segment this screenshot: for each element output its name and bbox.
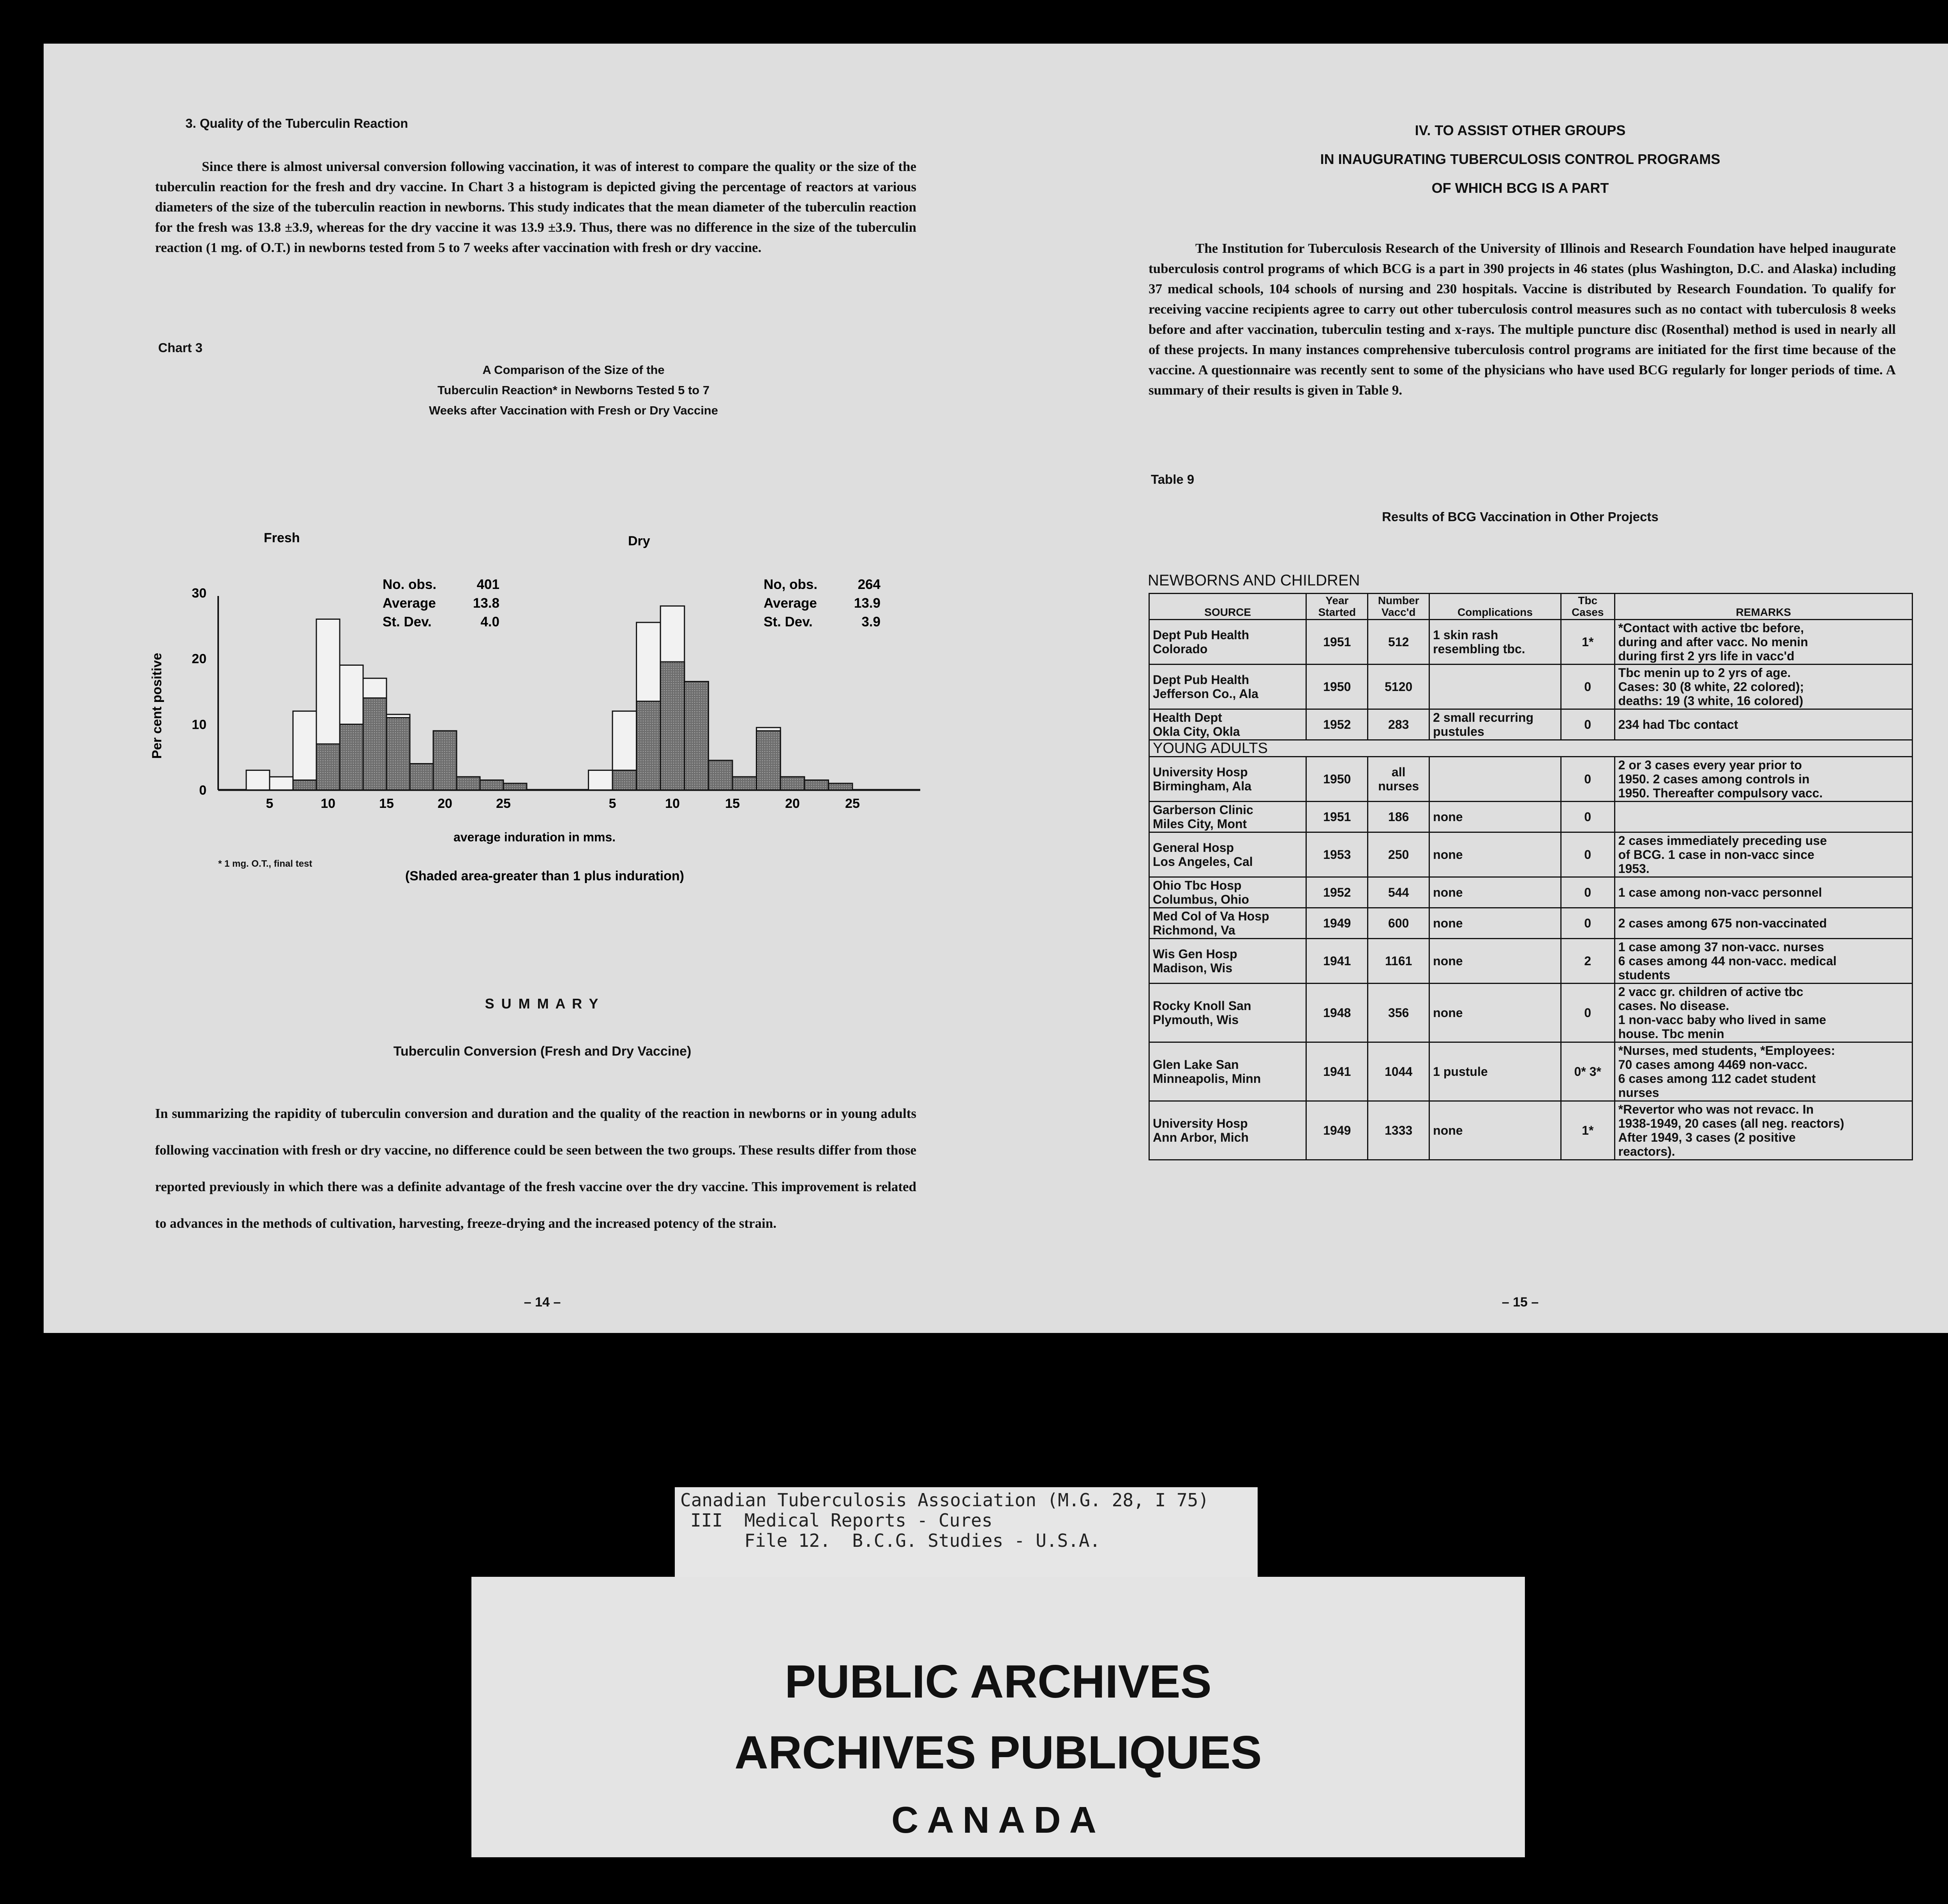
right-page [1037,44,1948,1333]
stats-label: No. obs. [383,577,437,592]
summary-subheading: Tuberculin Conversion (Fresh and Dry Vaccine) [393,1044,692,1059]
cell-remarks-line: during first 2 yrs life in vacc'd [1618,649,1794,663]
cell-remarks-line: during and after vacc. No menin [1618,635,1808,649]
cell-number: 1044 [1368,1042,1429,1101]
histogram-bar-total [293,711,316,790]
cell-cases: 2 [1561,939,1615,984]
table-group-label: NEWBORNS AND CHILDREN [1148,572,1360,589]
file-label-line-3: File 12. B.C.G. Studies - U.S.A. [690,1530,1101,1551]
cell-year: 1953 [1306,832,1368,877]
cell-cases: 0 [1561,665,1615,709]
table-row [1149,757,1913,802]
cell-year: 1941 [1306,1042,1368,1101]
section-iv-heading-line-3: OF WHICH BCG IS A PART [1431,180,1609,196]
histogram-bar-total [588,770,612,790]
histogram-bar-shaded [316,744,340,790]
cell-remarks-line: of BCG. 1 case in non-vacc since [1618,848,1814,862]
cell-remarks [1615,709,1912,740]
cell-number: 544 [1368,877,1429,908]
cell-complications-line: 1 pustule [1433,1065,1488,1079]
quality-paragraph-text: Since there is almost universal conversion following vaccination, it was of interest to compare the quality or the size of the tuberculin reaction for the fresh and dry vaccine. In Chart 3 a histogram is depicted giving the percentage of reactors at various diameters of the size of the tuberculin reaction in newborns. This study indicates that the mean diameter of the tuberculin reaction for the fresh was 13.8 ±3.9, whereas for the dry vaccine it was 13.9 ±3.9. Thus, there was no difference in the size of the tuberculin reaction (1 mg. of O.T.) in newborns tested from 5 to 7 weeks after vaccination with fresh or dry vaccine. [155,159,916,255]
table-row [1149,1101,1913,1160]
cell-source [1149,1101,1306,1160]
cell-complications-line: 2 small recurring [1433,710,1534,725]
histogram-bar-total [270,777,293,790]
cell-cases: 0 [1561,757,1615,802]
cell-complications-line: none [1433,810,1463,824]
cell-year: 1952 [1306,709,1368,740]
x-tick-label: 5 [609,796,616,811]
cell-remarks [1615,1101,1912,1160]
histogram-bar-shaded [612,770,637,790]
cell-year: 1951 [1306,802,1368,832]
summary-paragraph-text: In summarizing the rapidity of tuberculin conversion and duration and the quality of the reaction in newborns or in young adults following vaccination with fresh or dry vaccine, no difference could be seen between the two groups. These results differ from those reported previously in which there was a definite advantage of the fresh vaccine over the dry vaccine. This improvement is related to advances in the methods of cultivation, harvesting, freeze-drying and the increased potency of the strain. [155,1106,916,1231]
cell-remarks-line: nurses [1618,1086,1659,1100]
cell-source [1149,832,1306,877]
cell-remarks [1615,757,1912,802]
header-remarks: REMARKS [1615,594,1912,620]
histogram-bar-shaded [708,760,732,790]
cell-remarks-line: cases. No disease. [1618,999,1729,1013]
page-number-left: – 14 – [524,1295,561,1310]
cell-remarks-line: 1950. Thereafter compulsory vacc. [1618,786,1823,800]
x-tick-label: 15 [379,796,394,811]
table-row [1149,877,1913,908]
cell-year: 1948 [1306,984,1368,1042]
stats-value: 13.9 [854,596,880,611]
histogram-bar-shaded [685,682,709,790]
cell-source-line: Dept Pub Health [1153,673,1249,687]
cell-number: 512 [1368,620,1429,665]
cell-source-line: Madison, Wis [1153,961,1233,975]
table-row [1149,908,1913,939]
stats-value: 264 [858,577,880,592]
header-source: SOURCE [1149,594,1306,620]
cell-cases: 0 [1561,832,1615,877]
section-iv-heading-line-1: IV. TO ASSIST OTHER GROUPS [1415,122,1626,138]
cell-complications [1429,939,1561,984]
quality-paragraph [155,157,916,258]
histogram-bar-shaded [637,701,661,790]
cell-complications-line: none [1433,916,1463,930]
x-tick-label: 15 [725,796,740,811]
cell-source-line: Richmond, Va [1153,923,1235,937]
archives-stamp [471,1577,1525,1857]
header-complications: Complications [1429,594,1561,620]
stats-value: 4.0 [480,614,499,629]
cell-remarks-line: *Contact with active tbc before, [1618,621,1804,635]
cell-remarks-line: 1953. [1618,862,1650,876]
cell-remarks-line: 1 non-vacc baby who lived in same [1618,1013,1826,1027]
cell-complications [1429,757,1561,802]
cell-source-line: Health Dept [1153,710,1222,725]
cell-source [1149,984,1306,1042]
left-page [44,44,1041,1333]
cell-remarks-line: deaths: 19 (3 white, 16 colored) [1618,694,1803,708]
cell-remarks-line: 234 had Tbc contact [1618,718,1738,732]
cell-remarks-line: house. Tbc menin [1618,1027,1724,1041]
cell-source-line: Rocky Knoll San [1153,999,1251,1013]
cell-source-line: Birmingham, Ala [1153,779,1252,793]
x-tick-label: 25 [845,796,860,811]
cell-remarks-line: 1 case among 37 non-vacc. nurses [1618,940,1824,954]
cell-cases: 0 [1561,877,1615,908]
histogram-bar-shaded [503,783,527,790]
stamp-line-3: CANADA [891,1799,1105,1841]
cell-cases: 0 [1561,802,1615,832]
cell-source-line: Glen Lake San [1153,1058,1239,1072]
cell-source-line: General Hosp [1153,841,1234,855]
cell-remarks-line: 2 cases among 675 non-vaccinated [1618,916,1827,930]
histogram-bar-shaded [828,783,852,790]
chart-title [246,360,901,421]
cell-complications-line: none [1433,885,1463,899]
cell-remarks-line: *Nurses, med students, *Employees: [1618,1044,1835,1058]
histogram-bar-shaded [660,662,685,790]
table-label: Table 9 [1151,472,1195,487]
cell-remarks-line: 6 cases among 112 cadet student [1618,1072,1816,1086]
stats-value: 13.8 [473,596,499,611]
cell-number: 1161 [1368,939,1429,984]
table-section-row [1149,740,1913,757]
section-iv-heading-line-2: IN INAUGURATING TUBERCULOSIS CONTROL PROGRAMS [1320,151,1720,167]
cell-number: 600 [1368,908,1429,939]
cell-complications-line: none [1433,1006,1463,1020]
y-tick-label: 30 [192,586,206,601]
x-tick-label: 20 [785,796,800,811]
panel-label-fresh: Fresh [264,531,300,545]
cell-source [1149,939,1306,984]
stats-value: 401 [476,577,499,592]
cell-source-line: University Hosp [1153,765,1248,779]
cell-source-line: Jefferson Co., Ala [1153,687,1258,701]
table-row [1149,939,1913,984]
stats-label: No, obs. [764,577,818,592]
stamp-line-1: PUBLIC ARCHIVES [785,1655,1212,1708]
cell-complications [1429,1101,1561,1160]
table-row [1149,984,1913,1042]
cell-remarks [1615,877,1912,908]
cell-complications [1429,984,1561,1042]
cell-source-line: Ann Arbor, Mich [1153,1130,1249,1144]
cell-remarks [1615,802,1912,832]
table-row [1149,1042,1913,1101]
results-table [1149,593,1913,1160]
cell-remarks [1615,620,1912,665]
cell-remarks-line: reactors). [1618,1144,1675,1158]
cell-remarks-line: Cases: 30 (8 white, 22 colored); [1618,680,1804,694]
histogram-bar-shaded [780,777,805,790]
x-axis-label: average induration in mms. [453,830,616,844]
histogram-bar-shaded [340,724,363,790]
table-row [1149,709,1913,740]
cell-source-line: University Hosp [1153,1116,1248,1130]
histogram-bar-shaded [457,777,480,790]
cell-complications-line: none [1433,848,1463,862]
cell-remarks-line: 2 or 3 cases every year prior to [1618,758,1802,772]
cell-complications [1429,1042,1561,1101]
cell-source-line: Okla City, Okla [1153,725,1240,739]
cell-year: 1949 [1306,1101,1368,1160]
cell-cases: 0 [1561,984,1615,1042]
cell-remarks-line: students [1618,968,1670,982]
histogram-bar-shaded [805,780,829,790]
cell-year: 1950 [1306,665,1368,709]
cell-source-line: Columbus, Ohio [1153,892,1249,906]
histogram-bar-total [246,770,270,790]
page-number-right: – 15 – [1502,1295,1539,1310]
histogram-bar-shaded [410,764,433,790]
cell-remarks-line: Tbc menin up to 2 yrs of age. [1618,666,1791,680]
cell-year: 1949 [1306,908,1368,939]
y-tick-label: 0 [199,783,206,798]
histogram-bar-shaded [480,780,503,790]
cell-number: all nurses [1368,757,1429,802]
cell-source-line: Med Col of Va Hosp [1153,909,1269,923]
file-label-line-2: III Medical Reports - Cures [690,1510,993,1531]
cell-number: 356 [1368,984,1429,1042]
cell-source [1149,665,1306,709]
cell-complications [1429,832,1561,877]
panel-label-dry: Dry [628,534,650,548]
cell-complications [1429,908,1561,939]
stats-value: 3.9 [861,614,880,629]
cell-source-line: Minneapolis, Minn [1153,1072,1261,1086]
cell-source-line: Los Angeles, Cal [1153,855,1253,869]
chart-title-line-1: A Comparison of the Size of the [482,363,665,377]
stamp-line-2: ARCHIVES PUBLIQUES [734,1726,1262,1779]
cell-remarks-line: 6 cases among 44 non-vacc. medical [1618,954,1837,968]
cell-year: 1952 [1306,877,1368,908]
histogram-bar-shaded [386,718,410,790]
cell-remarks [1615,832,1912,877]
cell-remarks-line: 2 vacc gr. children of active tbc [1618,985,1803,999]
shading-note: (Shaded area-greater than 1 plus induration) [405,869,685,883]
cell-remarks-line: 1 case among non-vacc personnel [1618,885,1822,899]
cell-complications-line: none [1433,954,1463,968]
y-tick-label: 10 [192,717,206,732]
stats-label: Average [764,596,817,611]
cell-cases: 0 [1561,709,1615,740]
cell-source [1149,1042,1306,1101]
cell-remarks-line: 1950. 2 cases among controls in [1618,772,1810,786]
cell-remarks [1615,1042,1912,1101]
cell-source [1149,877,1306,908]
table-title: Results of BCG Vaccination in Other Projects [1382,509,1659,524]
cell-remarks-line: 1938-1949, 20 cases (all neg. reactors) [1618,1116,1844,1130]
cell-source [1149,620,1306,665]
header-cases: Tbc Cases [1561,594,1615,620]
cell-remarks [1615,908,1912,939]
header-number: Number Vacc'd [1368,594,1429,620]
histogram-bar-shaded [433,731,457,790]
table-header-row [1149,594,1913,620]
section-iv-heading [1037,116,1948,203]
cell-number: 250 [1368,832,1429,877]
x-tick-label: 10 [665,796,680,811]
summary-heading: S U M M A R Y [485,996,600,1012]
cell-number: 5120 [1368,665,1429,709]
cell-complications [1429,620,1561,665]
cell-source-line: Ohio Tbc Hosp [1153,878,1242,892]
stats-label: St. Dev. [764,614,813,629]
x-tick-label: 10 [321,796,335,811]
table-row [1149,665,1913,709]
cell-complications [1429,709,1561,740]
cell-complications-line: none [1433,1123,1463,1137]
footnote: * 1 mg. O.T., final test [218,859,312,869]
cell-remarks-line: *Revertor who was not revacc. In [1618,1102,1814,1116]
histogram-bar-shaded [757,731,781,790]
section-iv-paragraph [1149,238,1896,400]
table-section-label: YOUNG ADULTS [1149,740,1913,757]
cell-source-line: Garberson Clinic [1153,803,1253,817]
table-row [1149,832,1913,877]
cell-source-line: Plymouth, Wis [1153,1013,1239,1027]
cell-source-line: Dept Pub Health [1153,628,1249,642]
cell-number: 186 [1368,802,1429,832]
cell-source [1149,908,1306,939]
header-year: Year Started [1306,594,1368,620]
stats-label: St. Dev. [383,614,432,629]
cell-cases: 1* [1561,1101,1615,1160]
x-tick-label: 25 [496,796,511,811]
chart-title-line-2: Tuberculin Reaction* in Newborns Tested 5 to 7 [437,383,710,397]
cell-cases: 1* [1561,620,1615,665]
y-axis-label: Per cent positive [150,652,164,759]
x-tick-label: 20 [438,796,452,811]
cell-complications-line: resembling tbc. [1433,642,1525,656]
cell-remarks-line: After 1949, 3 cases (2 positive [1618,1130,1796,1144]
cell-source [1149,757,1306,802]
cell-cases: 0 [1561,908,1615,939]
stats-label: Average [383,596,436,611]
cell-remarks [1615,665,1912,709]
chart-label: Chart 3 [158,340,203,355]
cell-source-line: Miles City, Mont [1153,817,1247,831]
histogram-bar-shaded [732,777,757,790]
cell-complications-line: 1 skin rash [1433,628,1498,642]
histogram-bar-shaded [293,780,316,790]
cell-remarks [1615,939,1912,984]
table-row [1149,620,1913,665]
chart-title-line-3: Weeks after Vaccination with Fresh or Dry Vaccine [429,404,718,417]
section-iv-paragraph-text: The Institution for Tuberculosis Research of the University of Illinois and Research Foundation have helped inaugurate tuberculosis control programs of which BCG is a part in 390 projects in 46 states (plus Washington, D.C. and Alaska) including 37 medical schools, 104 schools of nursing and 230 hospitals. Vaccine is distributed by Research Foundation. To qualify for receiving vaccine recipients agree to carry out other tuberculosis control measures such as no contact with tuberculosis 8 weeks before and after vaccination, tuberculin testing and x-rays. The multiple puncture disc (Rosenthal) method is used in nearly all of these projects. In many instances comprehensive tuberculosis control programs are initiated for the first time because of the vaccine. A questionnaire was recently sent to some of the physicians who have used BCG regularly for longer periods of time. A summary of their results is given in Table 9. [1149,241,1896,398]
histogram-bar-shaded [363,698,386,790]
y-tick-label: 20 [192,651,206,666]
x-tick-label: 5 [266,796,273,811]
cell-source [1149,709,1306,740]
cell-remarks [1615,984,1912,1042]
table-row [1149,802,1913,832]
cell-source-line: Wis Gen Hosp [1153,947,1237,961]
section-heading: 3. Quality of the Tuberculin Reaction [185,116,408,130]
file-label-line-1: Canadian Tuberculosis Association (M.G. 28, I 75) [680,1490,1209,1511]
cell-cases: 0* 3* [1561,1042,1615,1101]
cell-complications [1429,802,1561,832]
summary-paragraph [155,1095,916,1242]
cell-number: 1333 [1368,1101,1429,1160]
cell-number: 283 [1368,709,1429,740]
cell-complications [1429,665,1561,709]
cell-source-line: Colorado [1153,642,1208,656]
cell-year: 1941 [1306,939,1368,984]
cell-remarks-line: 70 cases among 4469 non-vacc. [1618,1058,1808,1072]
cell-year: 1951 [1306,620,1368,665]
histogram-chart [44,472,1041,920]
cell-year: 1950 [1306,757,1368,802]
file-label [675,1487,1258,1577]
cell-source [1149,802,1306,832]
cell-complications-line: pustules [1433,725,1484,739]
cell-remarks-line: 2 cases immediately preceding use [1618,834,1827,848]
cell-complications [1429,877,1561,908]
